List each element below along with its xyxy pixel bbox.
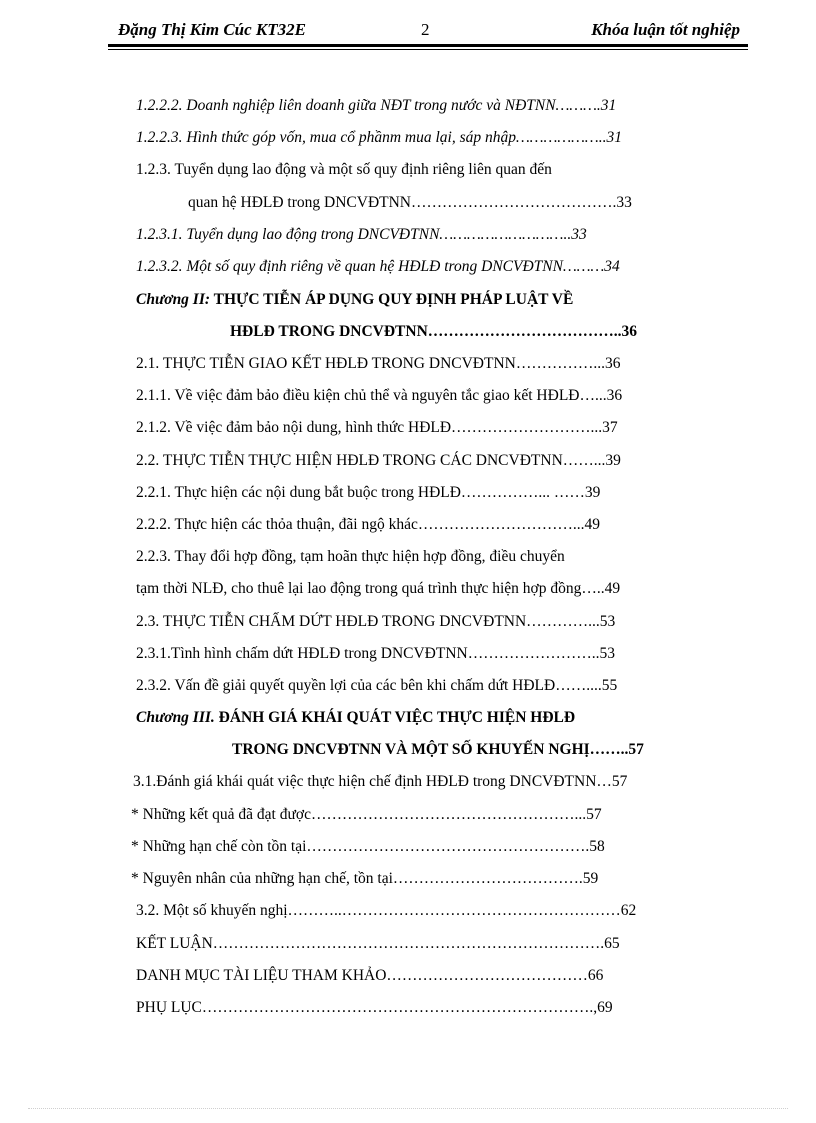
toc-entry-appendix[interactable]: PHỤ LỤC………………………………………………………………….,69 [136,999,613,1016]
toc-entry-2-3[interactable]: 2.3. THỰC TIỄN CHẤM DỨT HĐLĐ TRONG DNCVĐTNN…………...53 [136,613,616,630]
toc-entry-1-2-3-1[interactable]: 1.2.3.1. Tuyển dụng lao động trong DNCVĐTNN………………………..33 [136,226,587,243]
toc-entry-limitations[interactable]: * Những hạn chế còn tồn tại……………………………………………….58 [131,838,605,855]
toc-entry-2-2-1[interactable]: 2.2.1. Thực hiện các nội dung bắt buộc trong HĐLĐ……………... ……39 [136,484,601,501]
chapter-2-label: Chương II: [136,291,211,308]
toc-entry-2-1[interactable]: 2.1. THỰC TIỄN GIAO KẾT HĐLĐ TRONG DNCVĐTNN……………...36 [136,355,621,372]
toc-entry-results[interactable]: * Những kết quả đã đạt được……………………………………………...57 [131,806,602,823]
chapter-3-label: Chương III. [136,709,215,726]
header-author: Đặng Thị Kim Cúc KT32E [118,20,306,39]
toc-chapter-2-cont[interactable]: HĐLĐ TRONG DNCVĐTNN………………………………..36 [230,323,638,340]
page-number: 2 [421,20,430,39]
toc-entry-1-2-2-2[interactable]: 1.2.2.2. Doanh nghiệp liên doanh giữa NĐT trong nước và NĐTNN……….31 [136,97,617,114]
toc-entry-3-1[interactable]: 3.1.Đánh giá khái quát việc thực hiện chế định HĐLĐ trong DNCVĐTNN…57 [133,773,628,790]
toc-entry-1-2-2-3[interactable]: 1.2.2.3. Hình thức góp vốn, mua cổ phầnm mua lại, sáp nhập………………..31 [136,129,622,146]
toc-entry-2-1-1[interactable]: 2.1.1. Về việc đảm bảo điều kiện chủ thể và nguyên tắc giao kết HĐLĐ…...36 [136,387,623,404]
toc-entry-1-2-3-2[interactable]: 1.2.3.2. Một số quy định riêng về quan hệ HĐLĐ trong DNCVĐTNN………34 [136,258,620,275]
toc-entry-2-1-2[interactable]: 2.1.2. Về việc đảm bảo nội dung, hình thức HĐLĐ………………………...37 [136,419,618,436]
footer-dotted-line [28,1108,788,1109]
toc-entry-2-2[interactable]: 2.2. THỰC TIỄN THỰC HIỆN HĐLĐ TRONG CÁC DNCVĐTNN……...39 [136,452,621,469]
toc-entry-references[interactable]: DANH MỤC TÀI LIỆU THAM KHẢO…………………………………66 [136,967,604,984]
toc-chapter-3-cont[interactable]: TRONG DNCVĐTNN VÀ MỘT SỐ KHUYẾN NGHỊ……..57 [232,741,644,758]
toc-chapter-2[interactable]: Chương II: THỰC TIỄN ÁP DỤNG QUY ĐỊNH PHÁP LUẬT VỀ [136,291,574,308]
toc-entry-causes[interactable]: * Nguyên nhân của những hạn chế, tồn tại……………………………….59 [131,870,599,887]
toc-entry-1-2-3[interactable]: 1.2.3. Tuyển dụng lao động và một số quy định riêng liên quan đến [136,161,552,178]
toc-entry-2-3-1[interactable]: 2.3.1.Tình hình chấm dứt HĐLĐ trong DNCVĐTNN……………………..53 [136,645,615,662]
toc-chapter-3[interactable]: Chương III. ĐÁNH GIÁ KHÁI QUÁT VIỆC THỰC HIỆN HĐLĐ [136,709,576,726]
toc-entry-2-3-2[interactable]: 2.3.2. Vấn đề giải quyết quyền lợi của các bên khi chấm dứt HĐLĐ……....55 [136,677,618,694]
toc-entry-conclusion[interactable]: KẾT LUẬN………………………………………………………………….65 [136,935,620,952]
toc-entry-2-2-3-cont[interactable]: tạm thời NLĐ, cho thuê lại lao động trong quá trình thực hiện hợp đồng…..49 [136,580,621,597]
toc-entry-2-2-2[interactable]: 2.2.2. Thực hiện các thỏa thuận, đãi ngộ khác…………………………...49 [136,516,600,533]
toc-entry-3-2[interactable]: 3.2. Một số khuyến nghị………..………………………………………………62 [136,902,637,919]
toc-entry-2-2-3[interactable]: 2.2.3. Thay đổi hợp đồng, tạm hoãn thực hiện hợp đồng, điều chuyển [136,548,565,565]
header-title: Khóa luận tốt nghiệp [591,20,740,39]
toc-entry-1-2-3-cont[interactable]: quan hệ HĐLĐ trong DNCVĐTNN………………………………….33 [188,194,632,211]
